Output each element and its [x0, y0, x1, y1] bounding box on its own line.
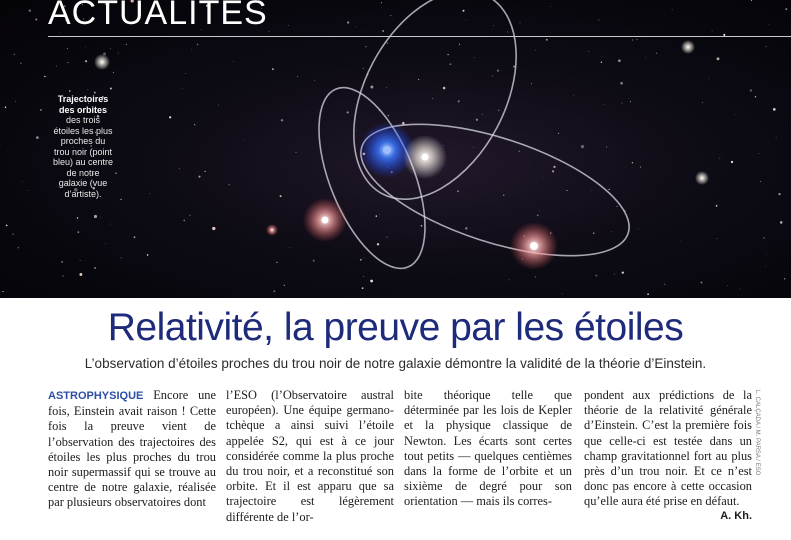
- background-star: [183, 220, 184, 221]
- background-star: [716, 205, 718, 207]
- background-star: [105, 243, 106, 244]
- background-star: [204, 171, 206, 173]
- background-star: [680, 240, 681, 241]
- star: [322, 217, 329, 224]
- background-star: [5, 106, 6, 107]
- background-star: [280, 195, 282, 197]
- background-star: [228, 184, 229, 185]
- article-kicker: ASTROPHYSIQUE: [48, 390, 144, 402]
- background-star: [377, 243, 379, 245]
- background-star: [233, 61, 234, 62]
- background-star: [719, 158, 720, 159]
- column-text: bite théorique telle que déterminée par les lois de Kepler et la physique classique de Newton. Les écarts sont certes tout petits — quelques centièmes dans la forme de l’orbite et un sixième de degré pour son orientation — mais ils corres-: [404, 388, 572, 509]
- background-star: [766, 46, 767, 47]
- background-star: [347, 21, 349, 23]
- background-star: [727, 285, 728, 286]
- background-star: [421, 225, 423, 227]
- background-star: [447, 54, 448, 55]
- background-star: [44, 76, 45, 77]
- caption-title: Trajectoires des orbites: [57, 94, 109, 115]
- background-star: [640, 167, 641, 168]
- background-star: [760, 181, 761, 182]
- background-star: [463, 10, 465, 12]
- background-star: [68, 62, 69, 63]
- background-star: [94, 267, 96, 269]
- author-signature: A. Kh.: [720, 509, 752, 522]
- background-star: [126, 44, 127, 45]
- background-star: [61, 261, 62, 262]
- article-headline: Relativité, la preuve par les étoiles: [107, 306, 684, 349]
- background-star: [778, 193, 780, 195]
- background-star: [28, 190, 29, 191]
- background-star: [647, 293, 649, 295]
- background-star: [121, 199, 122, 200]
- background-star: [731, 161, 733, 163]
- background-star: [513, 66, 515, 68]
- background-star: [739, 289, 740, 290]
- background-star: [755, 96, 756, 97]
- background-star: [110, 48, 111, 49]
- background-star: [558, 133, 559, 134]
- background-star: [535, 50, 536, 51]
- background-star: [69, 90, 71, 92]
- background-star: [776, 137, 777, 138]
- background-star: [199, 176, 201, 178]
- background-star: [364, 258, 365, 259]
- background-star: [179, 168, 180, 169]
- background-star: [29, 9, 31, 11]
- background-star: [289, 247, 290, 248]
- background-star: [769, 24, 770, 25]
- background-star: [606, 146, 607, 147]
- background-star: [767, 254, 768, 255]
- background-star: [85, 47, 86, 48]
- background-star: [458, 100, 460, 102]
- background-star: [618, 59, 621, 62]
- background-star: [562, 294, 563, 295]
- background-star: [281, 119, 283, 121]
- background-star: [672, 9, 673, 10]
- background-star: [645, 57, 646, 58]
- background-star: [273, 290, 275, 292]
- black-hole-core: [383, 146, 391, 154]
- background-star: [387, 43, 388, 44]
- background-star: [443, 87, 446, 90]
- background-star: [702, 102, 703, 103]
- background-star: [507, 32, 508, 33]
- background-star: [118, 53, 119, 54]
- background-star: [268, 31, 269, 32]
- background-star: [20, 63, 21, 64]
- background-star: [36, 136, 39, 139]
- background-star: [712, 31, 713, 32]
- background-star: [593, 233, 594, 234]
- background-star: [451, 272, 452, 273]
- background-star: [773, 108, 776, 111]
- star: [530, 242, 538, 250]
- photo-credit: L. CALÇADA / M. PARSA / ESO: [754, 390, 760, 476]
- background-star: [482, 114, 483, 115]
- background-star: [701, 282, 703, 284]
- background-star: [465, 227, 467, 229]
- background-star: [67, 48, 68, 49]
- background-star: [80, 260, 81, 261]
- background-star: [169, 116, 171, 118]
- background-star: [503, 195, 504, 196]
- background-star: [406, 269, 407, 270]
- star: [422, 154, 429, 161]
- background-star: [100, 217, 101, 218]
- background-star: [476, 119, 478, 121]
- background-star: [664, 284, 665, 285]
- background-star: [520, 22, 521, 23]
- background-star: [363, 68, 364, 69]
- background-star: [192, 49, 193, 50]
- background-star: [418, 79, 419, 80]
- background-star: [347, 111, 349, 113]
- background-star: [150, 193, 151, 194]
- background-star: [771, 53, 772, 54]
- background-star: [751, 0, 752, 1]
- background-star: [189, 215, 190, 216]
- background-star: [386, 237, 387, 238]
- background-star: [115, 172, 117, 174]
- background-star: [449, 63, 451, 65]
- background-star: [537, 214, 539, 216]
- background-star: [77, 217, 78, 218]
- background-star: [370, 280, 373, 283]
- background-star: [288, 25, 289, 26]
- background-star: [6, 225, 8, 227]
- background-star: [14, 54, 16, 56]
- background-star: [381, 2, 382, 3]
- background-star: [632, 162, 633, 163]
- background-star: [360, 259, 361, 260]
- background-star: [616, 18, 617, 19]
- background-star: [382, 30, 384, 32]
- background-star: [573, 95, 574, 96]
- background-star: [194, 124, 195, 125]
- background-star: [498, 110, 500, 112]
- background-star: [78, 231, 80, 233]
- background-star: [388, 115, 389, 116]
- background-star: [85, 60, 87, 62]
- column-text: Encore une fois, Einstein avait raison ! Cette fois la preuve vient de l’observation des trajectoires des étoiles les plus proches du trou noir supermassif qui se trouve au centre de notre galaxie, réalisée par plusieurs observatoires dont: [48, 388, 216, 510]
- star: [94, 54, 110, 70]
- background-star: [588, 51, 589, 52]
- background-star: [535, 276, 536, 277]
- background-star: [62, 275, 63, 276]
- background-star: [765, 266, 766, 267]
- background-star: [636, 39, 637, 40]
- background-star: [630, 101, 631, 102]
- background-star: [780, 221, 783, 224]
- background-star: [553, 166, 555, 168]
- background-star: [134, 236, 136, 238]
- background-star: [12, 234, 14, 236]
- background-star: [218, 105, 219, 106]
- background-star: [94, 215, 97, 218]
- background-star: [22, 181, 23, 182]
- background-star: [386, 87, 387, 88]
- caption-text: des trois étoiles les plus proches du trou noir (point bleu) au centre de notre galaxie (vue d’artiste).: [52, 115, 114, 199]
- background-star: [315, 80, 316, 81]
- background-star: [147, 254, 148, 255]
- background-star: [611, 231, 612, 232]
- background-star: [518, 151, 519, 152]
- background-star: [432, 98, 433, 99]
- background-star: [601, 62, 602, 63]
- background-star: [276, 262, 277, 263]
- background-star: [370, 86, 373, 89]
- background-star: [457, 190, 459, 192]
- image-caption: [52, 94, 114, 199]
- background-star: [473, 147, 474, 148]
- background-star: [622, 271, 624, 273]
- background-star: [459, 44, 460, 45]
- background-star: [363, 276, 364, 277]
- background-star: [717, 238, 718, 239]
- background-star: [750, 89, 752, 91]
- orbit-trajectories: [297, 0, 644, 283]
- background-star: [550, 6, 551, 7]
- background-star: [581, 145, 584, 148]
- background-star: [297, 76, 298, 77]
- background-star: [365, 46, 366, 47]
- background-star: [2, 291, 3, 292]
- background-star: [493, 25, 494, 26]
- background-star: [197, 44, 199, 46]
- background-star: [272, 68, 274, 70]
- background-star: [402, 122, 405, 125]
- background-star: [182, 88, 183, 89]
- background-star: [244, 140, 245, 141]
- background-star: [735, 114, 736, 115]
- background-star: [717, 57, 720, 60]
- background-star: [376, 215, 377, 216]
- background-star: [110, 224, 111, 225]
- background-star: [35, 18, 37, 20]
- background-star: [567, 190, 568, 191]
- background-star: [539, 210, 540, 211]
- background-star: [595, 275, 597, 277]
- background-star: [185, 73, 186, 74]
- section-title: ACTUALITES: [48, 0, 268, 32]
- background-star: [543, 177, 544, 178]
- background-star: [15, 101, 16, 102]
- background-star: [709, 78, 710, 79]
- background-star: [497, 69, 499, 71]
- background-star: [509, 280, 510, 281]
- section-rule: [48, 36, 791, 37]
- article-column-2: [226, 388, 394, 525]
- background-star: [356, 131, 357, 132]
- background-star: [763, 237, 764, 238]
- article-column-3: [404, 388, 572, 510]
- background-star: [40, 109, 42, 111]
- article-standfirst: L’observation d’étoiles proches du trou noir de notre galaxie démontre la validité de la théorie d’Einstein.: [84, 356, 707, 371]
- background-star: [598, 19, 599, 20]
- star: [695, 171, 709, 185]
- article-column-4: [584, 388, 752, 524]
- background-star: [474, 57, 475, 58]
- background-star: [656, 53, 657, 54]
- background-star: [79, 273, 82, 276]
- background-star: [552, 170, 554, 172]
- background-star: [313, 259, 315, 261]
- background-star: [784, 278, 786, 280]
- background-star: [296, 152, 297, 153]
- background-star: [56, 66, 57, 67]
- background-star: [390, 15, 391, 16]
- column-text: l’ESO (l’Observatoire austral européen). Une équipe germano-tchèque a ainsi suivi l’étoile appelée S2, qui est à ce jour considérée comme la plus proche du trou noir, et a reconstitué son orbite. Et il est apparu que sa trajectoire est légèrement différente de l’or-: [226, 388, 394, 524]
- background-star: [614, 274, 615, 275]
- background-star: [531, 83, 532, 84]
- background-star: [113, 72, 114, 73]
- article-column-1: [48, 388, 216, 511]
- background-star: [18, 247, 19, 248]
- background-star: [632, 40, 633, 41]
- background-star: [110, 87, 112, 89]
- background-star: [121, 257, 122, 258]
- background-star: [212, 227, 215, 230]
- background-star: [379, 214, 380, 215]
- star: [681, 40, 695, 54]
- background-star: [465, 20, 466, 21]
- background-star: [785, 8, 787, 10]
- background-star: [591, 190, 592, 191]
- background-star: [492, 75, 493, 76]
- star: [266, 224, 278, 236]
- background-star: [356, 27, 357, 28]
- background-star: [620, 82, 623, 85]
- background-star: [284, 285, 285, 286]
- background-star: [616, 206, 617, 207]
- background-star: [87, 89, 88, 90]
- column-text: pondent aux prédictions de la théorie de la relativité générale d’Einstein. C’est la première fois que celle-ci est testée dans un champ gravitationnel fort au plus près d’un trou noir. Et ce n’est donc pas encore à cette occasion qu’elle aura été prise en défaut.: [584, 388, 752, 509]
- background-star: [362, 287, 364, 289]
- background-star: [604, 104, 605, 105]
- background-star: [609, 189, 610, 190]
- orbit-ellipse: [321, 0, 550, 227]
- background-star: [622, 103, 623, 104]
- background-star: [759, 153, 760, 154]
- background-star: [546, 39, 548, 41]
- background-star: [638, 228, 639, 229]
